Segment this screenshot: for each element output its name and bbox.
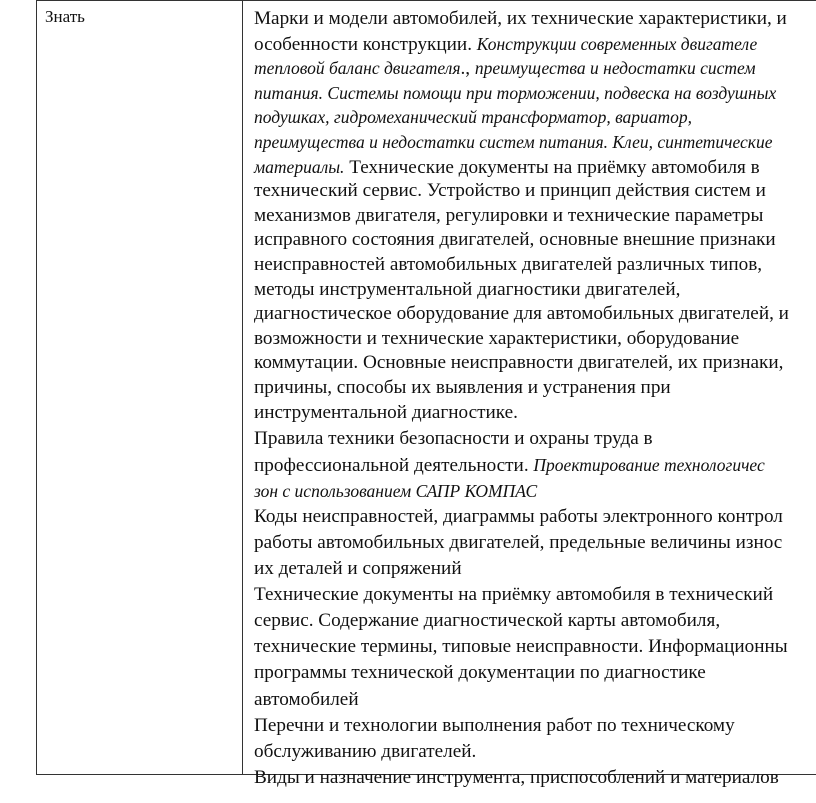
text-segment: сервис. Содержание диагностической карты автомобиля,	[254, 610, 721, 632]
text-line	[254, 661, 816, 686]
text-line	[254, 427, 816, 452]
text-segment: исправного состояния двигателей, основные внешние признаки	[254, 229, 776, 251]
text-segment: профессиональной деятельности.	[254, 454, 534, 476]
italic-text-segment: тепловой баланс двигателя	[254, 58, 461, 79]
text-line	[254, 155, 816, 180]
text-segment: неисправностей автомобильных двигателей различных типов,	[254, 253, 763, 275]
text-segment: Марки и модели автомобилей, их технические характеристики, и	[254, 8, 787, 29]
text-line	[254, 635, 816, 660]
italic-text-segment: преимущества и недостатки систем	[474, 58, 756, 79]
italic-text-segment: Конструкции современных двигателе	[476, 33, 758, 54]
text-line	[254, 130, 816, 155]
text-line	[254, 179, 816, 204]
text-segment: коммутации. Основные неисправности двигателей, их признаки,	[254, 352, 784, 374]
text-segment: технические термины, типовые неисправности. Информационны	[254, 636, 788, 658]
text-line	[254, 327, 816, 352]
text-segment: их деталей и сопряжений	[254, 558, 462, 580]
text-line	[254, 253, 816, 278]
text-line	[254, 105, 816, 130]
text-line	[254, 479, 816, 504]
italic-text-segment: Проектирование технологичес	[533, 454, 765, 475]
text-line	[254, 505, 816, 530]
knowledge-content-cell	[254, 7, 816, 790]
text-line	[254, 228, 816, 253]
column-divider	[242, 1, 243, 774]
text-line	[254, 204, 816, 229]
text-segment: технический сервис. Устройство и принцип действия систем и	[254, 180, 766, 202]
text-line	[254, 278, 816, 303]
text-line	[254, 7, 816, 32]
italic-text-segment: питания. Системы помощи при торможении, подвеска на воздушных	[254, 82, 777, 103]
text-segment: Виды и назначение инструмента, приспособлений и материалов	[254, 766, 779, 788]
text-line	[254, 740, 816, 765]
text-segment: обслуживанию двигателей.	[254, 740, 477, 762]
text-segment: механизмов двигателя, регулировки и технические параметры	[254, 204, 764, 226]
text-line	[254, 401, 816, 426]
text-segment: Перечни и технологии выполнения работ по техническому	[254, 714, 735, 736]
text-line	[254, 453, 816, 478]
text-segment: методы инструментальной диагностики двигателей,	[254, 278, 681, 300]
text-line	[254, 557, 816, 582]
text-line	[254, 376, 816, 401]
text-line	[254, 531, 816, 556]
text-segment: .,	[460, 58, 475, 80]
text-line	[254, 351, 816, 376]
italic-text-segment: зон с использованием САПР КОМПАС	[254, 480, 538, 501]
text-line	[254, 583, 816, 608]
text-line	[254, 32, 816, 57]
text-line	[254, 688, 816, 713]
text-line	[254, 714, 816, 739]
text-segment: Технические документы на приёмку автомобиля в технический	[254, 584, 774, 606]
text-segment: особенности конструкции.	[254, 33, 477, 55]
text-line	[254, 609, 816, 634]
text-line	[254, 56, 816, 81]
text-line	[254, 81, 816, 106]
row-label: Знать	[45, 7, 85, 26]
text-segment: Технические документы на приёмку автомобиля в	[344, 156, 760, 178]
text-segment: работы автомобильных двигателей, предельные величины износ	[254, 531, 783, 553]
text-segment: Коды неисправностей, диаграммы работы электронного контрол	[254, 505, 783, 527]
text-segment: возможности и технические характеристики, оборудование	[254, 327, 740, 349]
text-line	[254, 302, 816, 327]
competency-table	[36, 0, 816, 788]
text-segment: диагностическое оборудование для автомобильных двигателей, и	[254, 303, 789, 325]
text-segment: Правила техники безопасности и охраны труда в	[254, 427, 653, 449]
italic-text-segment: материалы.	[254, 156, 345, 177]
text-segment: инструментальной диагностике.	[254, 401, 518, 423]
italic-text-segment: подушках, гидромеханический трансформатор, вариатор,	[254, 107, 693, 128]
text-segment: программы технической документации по диагностике	[254, 662, 706, 684]
text-line	[254, 766, 816, 791]
text-segment: причины, способы их выявления и устранения при	[254, 376, 671, 398]
italic-text-segment: преимущества и недостатки систем питания. Клеи, синтетические	[254, 131, 773, 152]
text-segment: автомобилей	[254, 688, 359, 710]
